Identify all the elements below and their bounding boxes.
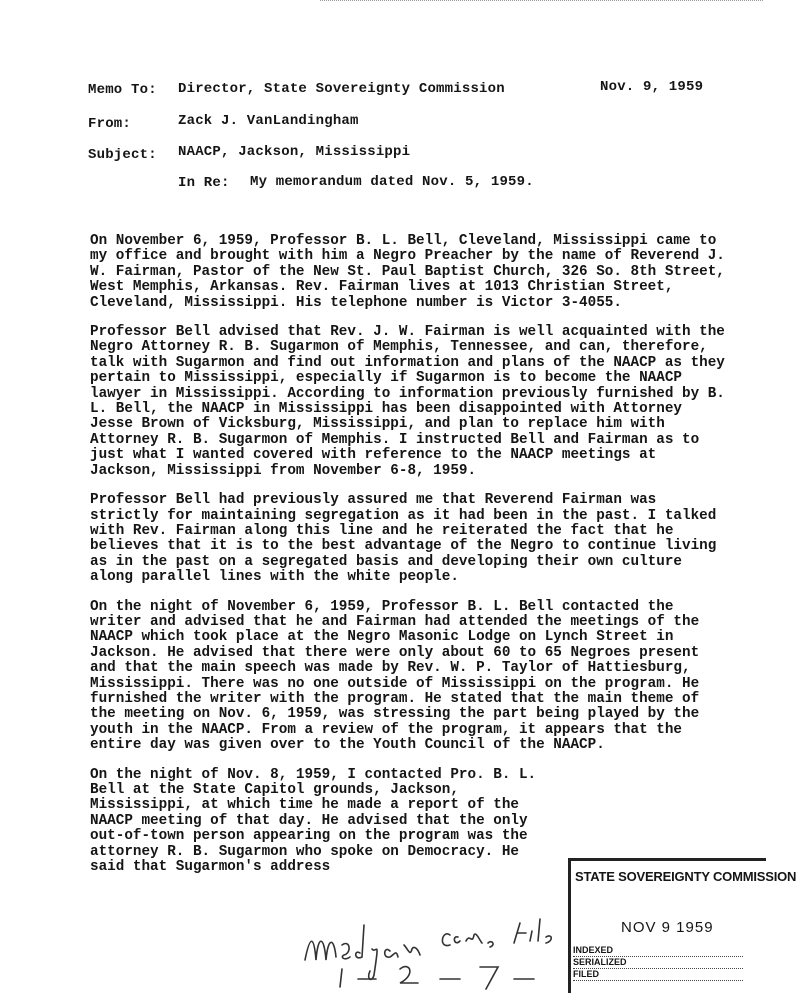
from-value: Zack J. VanLandingham	[178, 113, 359, 129]
stamp-date: NOV 9 1959	[621, 919, 714, 936]
subject-label: Subject:	[88, 147, 157, 163]
memo-to-value: Director, State Sovereignty Commission	[178, 81, 505, 97]
memo-to-label: Memo To:	[88, 82, 157, 98]
paragraph-1: On November 6, 1959, Professor B. L. Bell, Cleveland, Mississippi came to my office and brought with him a Negro Preacher by the name of Reverend J. W. Fairman, Pastor of the New St. Paul Baptist Church, 326 So. 8th Street, West Memphis, Arkansas. Rev. Fairman lives at 1013 Christian Street, Cleveland, Mississippi. His telephone number is Victor 3-4055.	[90, 233, 725, 311]
stamp-filed: FILED	[573, 969, 743, 981]
stamp-indexed: INDEXED	[573, 945, 743, 957]
in-re-value: My memorandum dated Nov. 5, 1959.	[250, 174, 534, 190]
from-label: From:	[88, 116, 132, 132]
received-stamp	[568, 858, 796, 993]
stamp-title: STATE SOVEREIGNTY COMMISSION	[575, 869, 796, 884]
stamp-fields	[573, 945, 743, 981]
stamp-serialized: SERIALIZED	[573, 957, 743, 969]
handwritten-file-note	[300, 905, 570, 990]
subject-value: NAACP, Jackson, Mississippi	[178, 144, 411, 160]
paragraph-3: Professor Bell had previously assured me that Reverend Fairman was strictly for maintaining segregation as it had been in the past. I talked with Rev. Fairman along this line and he reiterated the fact that he believes that it is to the best advantage of the Negro to continue living as in the past on a segregated basis and developing their own culture along parallel lines with the white people.	[90, 492, 717, 586]
memo-body	[90, 234, 730, 889]
paragraph-2: Professor Bell advised that Rev. J. W. Fairman is well acquainted with the Negro Attorney R. B. Sugarmon of Memphis, Tennessee, and can, therefore, talk with Sugarmon and find out information and plans of the NAACP as they pertain to Mississippi, especially if Sugarmon is to become the NAACP lawyer in Mississippi. According to information previously furnished by B. L. Bell, the NAACP in Mississippi has been disappointed with Attorney Jesse Brown of Vicksburg, Mississippi, and plan to replace him with Attorney R. B. Sugarmon of Memphis. I instructed Bell and Fairman as to just what I wanted covered with reference to the NAACP meetings at Jackson, Mississippi from November 6-8, 1959.	[90, 324, 725, 479]
memo-date: Nov. 9, 1959	[600, 79, 704, 95]
top-divider	[320, 0, 763, 3]
paragraph-5: On the night of Nov. 8, 1959, I contacted Pro. B. L. Bell at the State Capitol grounds, Jackson, Mississippi, at which time he made a report of the NAACP meeting of that day. He advised that the only out-of-town person appearing on the program was the attorney R. B. Sugarmon who spoke on Democracy. He said that Sugarmon's address	[90, 766, 537, 876]
in-re-label: In Re:	[178, 175, 230, 191]
paragraph-4: On the night of November 6, 1959, Professor B. L. Bell contacted the writer and advised that he and Fairman had attended the meetings of the NAACP which took place at the Negro Masonic Lodge on Lynch Street in Jackson. He advised that there were only about 60 to 65 Negroes present and that the main speech was made by Rev. W. P. Taylor of Hattiesburg, Mississippi. There was no one outside of Mississippi on the program. He furnished the writer with the program. He stated that the main theme of the meeting on Nov. 6, 1959, was stressing the part being played by the youth in the NAACP. From a review of the program, it appears that the entire day was given over to the Youth Council of the NAACP.	[90, 598, 700, 754]
